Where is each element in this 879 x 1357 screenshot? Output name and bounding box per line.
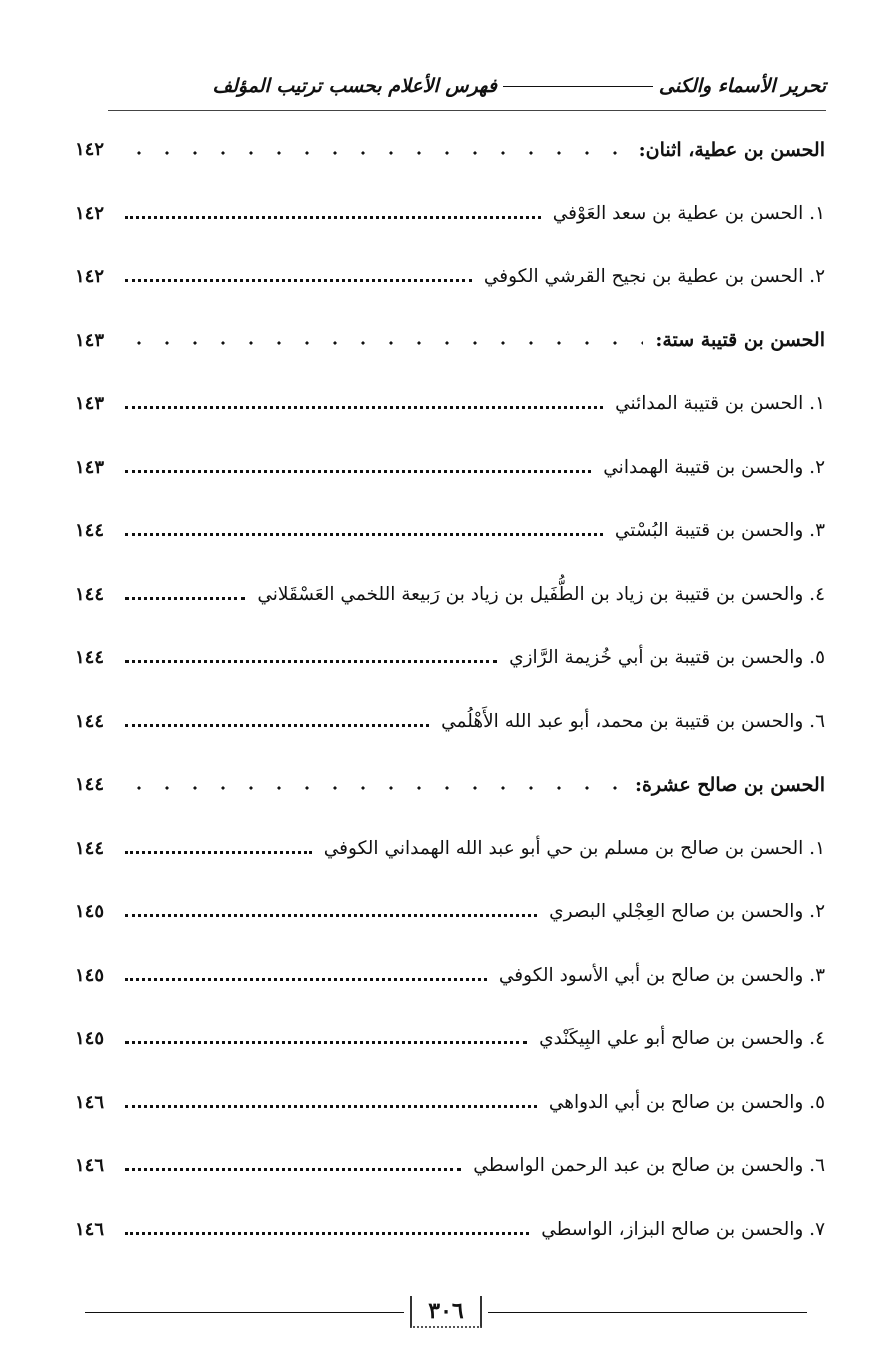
index-section-heading [75,309,825,373]
entry-page-number: ١٤٣ [75,393,105,415]
index-entry [75,1007,825,1071]
entry-page-number: ١٤٣ [75,329,105,351]
index-entry [75,817,825,881]
index-entry [75,1071,825,1135]
dot-leader [125,1168,461,1171]
entry-page-number: ١٤٢ [75,266,105,288]
entry-page-number: ١٤٤ [75,837,105,859]
dot-leader [125,660,497,663]
dot-leader [125,279,472,282]
dot-leader [125,406,603,409]
entry-label: ١. الحسن بن صالح بن مسلم بن حي أبو عبد الله الهمداني الكوفي [323,837,825,859]
section-label: الحسن بن قتيبة ستة: [655,329,825,352]
entry-label: ٢. والحسن بن قتيبة الهمداني [603,456,825,478]
entry-label: ٢. الحسن بن عطية بن نجيح القرشي الكوفي [483,266,825,288]
running-header [108,66,826,106]
index-entry [75,563,825,627]
index-entries [75,118,825,1261]
entry-page-number: ١٤٤ [75,647,105,669]
entry-label: ٤. والحسن بن قتيبة بن زياد بن الطُّفَيل بن زياد بن رَبيعة اللخمي العَسْقَلاني [257,583,825,605]
index-entry [75,182,825,246]
page-footer [85,1290,807,1334]
dot-leader [125,1105,537,1108]
entry-label: ٢. والحسن بن صالح العِجْلي البصري [549,901,825,923]
entry-page-number: ١٤٤ [75,520,105,542]
dot-leader [125,216,541,219]
index-entry [75,1134,825,1198]
index-entry [75,499,825,563]
dot-leader [125,597,245,600]
entry-page-number: ١٤٣ [75,456,105,478]
entry-label: ٣. والحسن بن صالح بن أبي الأسود الكوفي [498,964,825,986]
entry-page-number: ١٤٦ [75,1091,105,1113]
index-section-heading [75,753,825,817]
dot-leader [125,533,603,536]
section-title: فهرس الأعلام بحسب ترتيب المؤلف [212,75,497,97]
index-entry [75,626,825,690]
dot-leader [125,1232,529,1235]
entry-page-number: ١٤٦ [75,1155,105,1177]
dot-leader [125,1041,527,1044]
entry-label: ٦. والحسن بن صالح بن عبد الرحمن الواسطي [473,1155,825,1177]
entry-page-number: ١٤٥ [75,901,105,923]
index-entry [75,1198,825,1262]
index-entry [75,880,825,944]
page-number: ٣٠٦ [410,1296,481,1328]
entry-page-number: ١٤٢ [75,139,105,161]
dot-leader [125,151,627,155]
section-label: الحسن بن صالح عشرة: [634,773,825,796]
index-section-heading [75,118,825,182]
entry-page-number: ١٤٤ [75,774,105,796]
section-label: الحسن بن عطية، اثنان: [638,138,825,161]
entry-label: ٦. والحسن بن قتيبة بن محمد، أبو عبد الله الأَهْلُمي [441,710,825,732]
dot-leader [125,914,537,917]
index-entry [75,245,825,309]
entry-page-number: ١٤٤ [75,710,105,732]
entry-page-number: ١٤٥ [75,1028,105,1050]
header-divider [108,110,826,111]
dot-leader [125,470,591,473]
entry-label: ٣. والحسن بن قتيبة البُسْتي [614,520,825,542]
entry-label: ١. الحسن بن عطية بن سعد العَوْفي [552,202,825,224]
index-entry [75,944,825,1008]
entry-label: ٤. والحسن بن صالح أبو علي البِيكَنْدي [539,1028,825,1050]
footer-rule-left [85,1312,404,1313]
entry-label: ٧. والحسن بن صالح البزاز، الواسطي [541,1218,825,1240]
entry-label: ١. الحسن بن قتيبة المدائني [615,393,825,415]
dot-leader [125,851,312,854]
index-entry [75,690,825,754]
entry-page-number: ١٤٦ [75,1218,105,1240]
dot-leader [125,341,643,345]
index-entry [75,436,825,500]
entry-page-number: ١٤٤ [75,583,105,605]
book-title: تحرير الأسماء والكنى [658,75,826,97]
footer-rule-right [488,1312,807,1313]
index-entry [75,372,825,436]
dot-leader [125,786,623,790]
entry-label: ٥. والحسن بن قتيبة بن أبي خُزيمة الرَّازي [509,647,825,669]
entry-label: ٥. والحسن بن صالح بن أبي الدواهي [548,1091,825,1113]
dot-leader [125,978,487,981]
entry-page-number: ١٤٥ [75,964,105,986]
header-rule [503,86,653,87]
entry-page-number: ١٤٢ [75,202,105,224]
dot-leader [125,724,429,727]
